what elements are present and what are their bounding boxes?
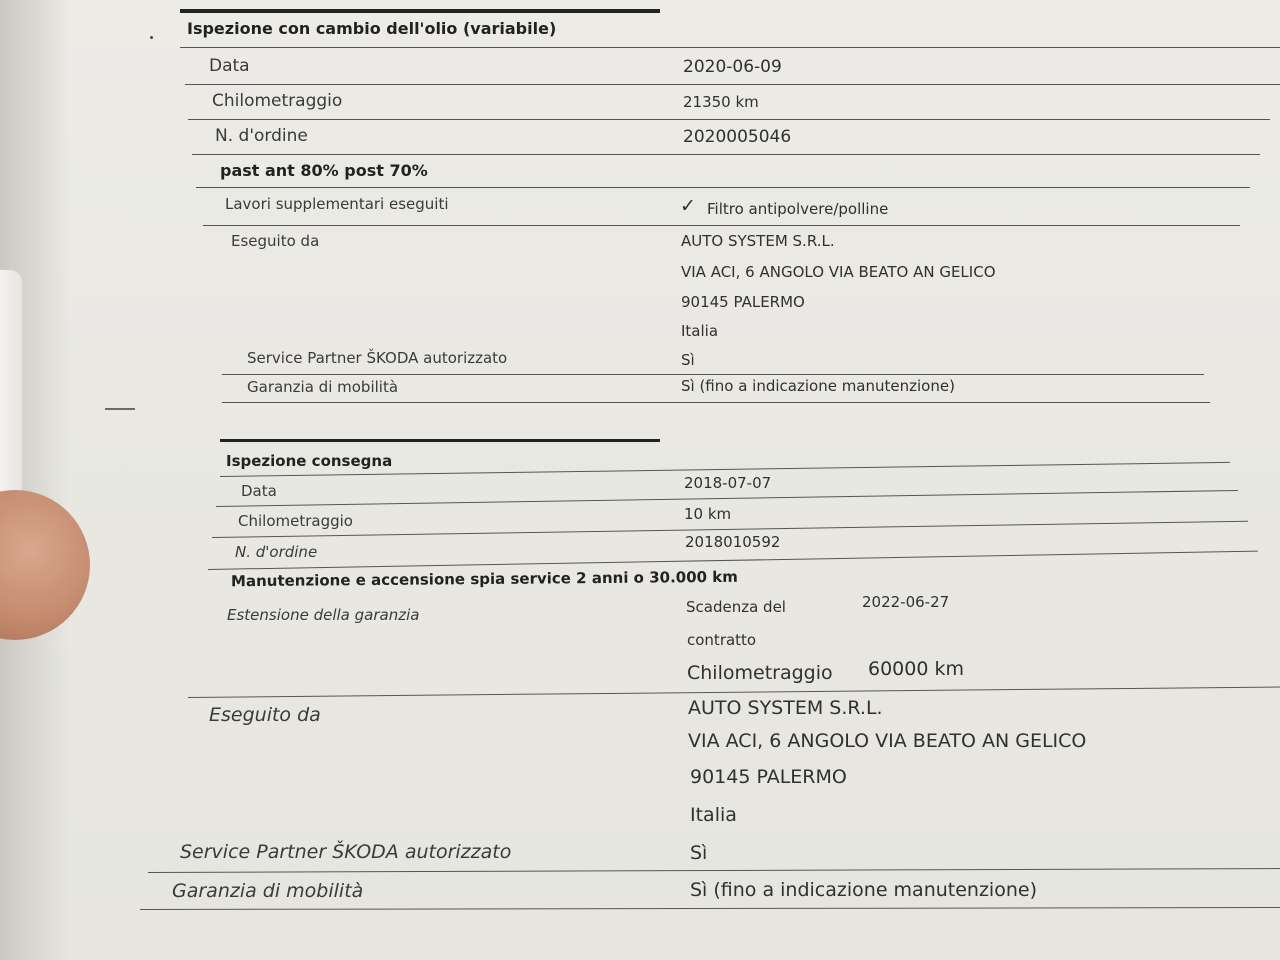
- section2-order-value: 2018010592: [685, 533, 781, 551]
- section1-note: past ant 80% post 70%: [220, 161, 428, 180]
- section2-address-line-4: Italia: [690, 804, 737, 826]
- section2-mobility-value: Sì (fino a indicazione manutenzione): [690, 879, 1037, 901]
- section1-rule: [203, 225, 1240, 226]
- section2-rule: [148, 868, 1280, 873]
- margin-dot: [150, 36, 153, 39]
- section1-rule: [192, 154, 1260, 155]
- section2-mobility-label: Garanzia di mobilità: [172, 880, 364, 902]
- section1-order-label: N. d'ordine: [215, 126, 308, 146]
- thumb: [0, 490, 90, 640]
- section1-km-value: 21350 km: [683, 93, 759, 111]
- section1-rule: [222, 402, 1210, 403]
- section2-partner-label: Service Partner ŠKODA autorizzato: [180, 841, 512, 863]
- section1-address-line-1: AUTO SYSTEM S.R.L.: [681, 232, 835, 250]
- section2-expiry-label: Scadenza del: [686, 598, 786, 616]
- section2-note: Manutenzione e accensione spia service 2 anni o 30.000 km: [230, 567, 738, 591]
- section2-done-by-label: Eseguito da: [209, 704, 321, 726]
- section1-rule: [180, 47, 1280, 48]
- section2-address-line-3: 90145 PALERMO: [690, 766, 847, 788]
- section1-rule: [196, 187, 1250, 188]
- section2-date-label: Data: [241, 482, 277, 500]
- page-edge: [0, 270, 22, 500]
- margin-dash: [105, 408, 135, 410]
- section2-warranty-label: Estensione della garanzia: [227, 606, 420, 624]
- section1-partner-value: Sì: [681, 351, 695, 369]
- section1-date-value: 2020-06-09: [683, 57, 782, 77]
- section1-km-label: Chilometraggio: [212, 91, 343, 111]
- section1-extra-label: Lavori supplementari eseguiti: [225, 195, 449, 213]
- section2-top-bar: [220, 439, 660, 442]
- section2-title: Ispezione consegna: [226, 452, 393, 470]
- section1-rule: [222, 374, 1204, 375]
- section2-address-line-2: VIA ACI, 6 ANGOLO VIA BEATO AN GELICO: [688, 730, 1087, 752]
- section2-warranty-km-value: 60000 km: [868, 658, 964, 680]
- section2-km-label: Chilometraggio: [238, 512, 353, 530]
- section1-order-value: 2020005046: [683, 127, 792, 147]
- section2-rule: [140, 907, 1280, 910]
- section1-address-line-2: VIA ACI, 6 ANGOLO VIA BEATO AN GELICO: [681, 263, 996, 281]
- section2-expiry-label-cont: contratto: [687, 631, 757, 649]
- section2-warranty-km-label: Chilometraggio: [687, 662, 833, 684]
- section2-order-label: N. d'ordine: [235, 543, 318, 561]
- section1-done-by-label: Eseguito da: [231, 232, 320, 250]
- section1-address-line-3: 90145 PALERMO: [681, 293, 805, 311]
- section1-extra-value: Filtro antipolvere/polline: [707, 200, 889, 218]
- check-icon: ✓: [680, 195, 696, 217]
- section1-date-label: Data: [209, 56, 250, 76]
- section2-address-line-1: AUTO SYSTEM S.R.L.: [688, 697, 883, 719]
- section2-partner-value: Sì: [690, 842, 708, 864]
- section1-address-line-4: Italia: [681, 322, 719, 340]
- section1-title: Ispezione con cambio dell'olio (variabile): [187, 19, 557, 38]
- section1-mobility-label: Garanzia di mobilità: [247, 378, 399, 396]
- section1-mobility-value: Sì (fino a indicazione manutenzione): [681, 377, 955, 395]
- section1-rule: [185, 84, 1280, 85]
- section2-km-value: 10 km: [684, 505, 732, 523]
- section2-expiry-value: 2022-06-27: [862, 593, 950, 611]
- section1-rule: [188, 119, 1270, 120]
- section1-partner-label: Service Partner ŠKODA autorizzato: [247, 349, 508, 367]
- section1-top-bar: [180, 9, 660, 13]
- section2-date-value: 2018-07-07: [684, 474, 772, 492]
